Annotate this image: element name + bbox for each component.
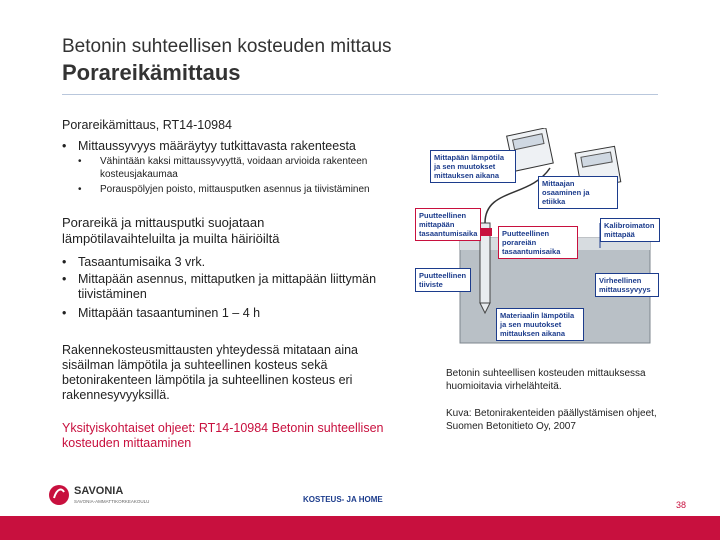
section1-heading: Porareikämittaus, RT14-10984 bbox=[62, 118, 232, 132]
error-sources-figure bbox=[410, 128, 660, 348]
partner-logo: KOSTEUS- JA HOME bbox=[303, 495, 383, 504]
page-number: 38 bbox=[675, 500, 686, 510]
savonia-logo-subtext: SAVONIA-AMMATTIKORKEAKOULU bbox=[74, 499, 150, 504]
label-probe-temp: Mittapään lämpötila ja sen muutokset mittauksen aikana bbox=[430, 150, 516, 183]
label-material-temp: Materiaalin lämpötila ja sen muutokset mittauksen aikana bbox=[496, 308, 584, 341]
label-calibration: Kalibroimaton mittapää bbox=[600, 218, 660, 242]
label-equalization: Puutteellinen mittapään tasaantumisaika bbox=[415, 208, 481, 241]
label-hole-equalization: Puutteellinen porareiän tasaantumisaika bbox=[498, 226, 578, 259]
title-divider bbox=[62, 94, 658, 95]
figure-credit: Kuva: Betonirakenteiden päällystämisen ohjeet, Suomen Betonitieto Oy, 2007 bbox=[446, 408, 657, 432]
label-depth: Virheellinen mittaussyvyys bbox=[595, 273, 659, 297]
guideline-link[interactable]: Yksityiskohtaiset ohjeet: RT14-10984 Betonin suhteellisen kosteuden mittaaminen bbox=[62, 421, 384, 450]
section1-sub-bullet-2: • Porauspölyjen poisto, mittausputken asennus ja tiivistäminen bbox=[78, 184, 370, 195]
footer-bar bbox=[0, 516, 720, 540]
section2-bullet-3: • Mittapään tasaantuminen 1 – 4 h bbox=[62, 306, 261, 320]
page-title: Porareikämittaus bbox=[62, 60, 241, 85]
label-sealing: Puutteellinen tiiviste bbox=[415, 268, 471, 292]
savonia-logo-text: SAVONIA bbox=[74, 485, 124, 497]
section1-sub-bullet-1: • Vähintään kaksi mittaussyvyyttä, voidaan arvioida rakenteen kosteusjakaumaa bbox=[78, 156, 368, 180]
section2-bullet-1: • Tasaantumisaika 3 vrk. bbox=[62, 255, 206, 269]
label-time: Mittaajan osaaminen ja etiikka bbox=[538, 176, 618, 209]
figure-caption: Betonin suhteellisen kosteuden mittauksessa huomioitavia virhelähteitä. bbox=[446, 368, 646, 392]
section3-paragraph: Rakennekosteusmittausten yhteydessä mitataan aina sisäilman lämpötila ja suhteellinen kosteus sekä betonirakenteen lämpötila ja suhteellinen kosteus eri rakennesyvyyksillä. bbox=[62, 343, 359, 402]
page-kicker: Betonin suhteellisen kosteuden mittaus bbox=[62, 36, 392, 57]
section2-heading: Porareikä ja mittausputki suojataan lämpötilavaihteluilta ja muilta häiriöiltä bbox=[62, 215, 280, 246]
savonia-logo bbox=[48, 482, 148, 514]
section2-bullet-2: • Mittapään asennus, mittaputken ja mittapään liittymän tiivistäminen bbox=[62, 272, 377, 301]
section1-bullet: • Mittaussyvyys määräytyy tutkittavasta rakenteesta bbox=[62, 139, 356, 153]
savonia-emblem-icon bbox=[48, 484, 70, 506]
